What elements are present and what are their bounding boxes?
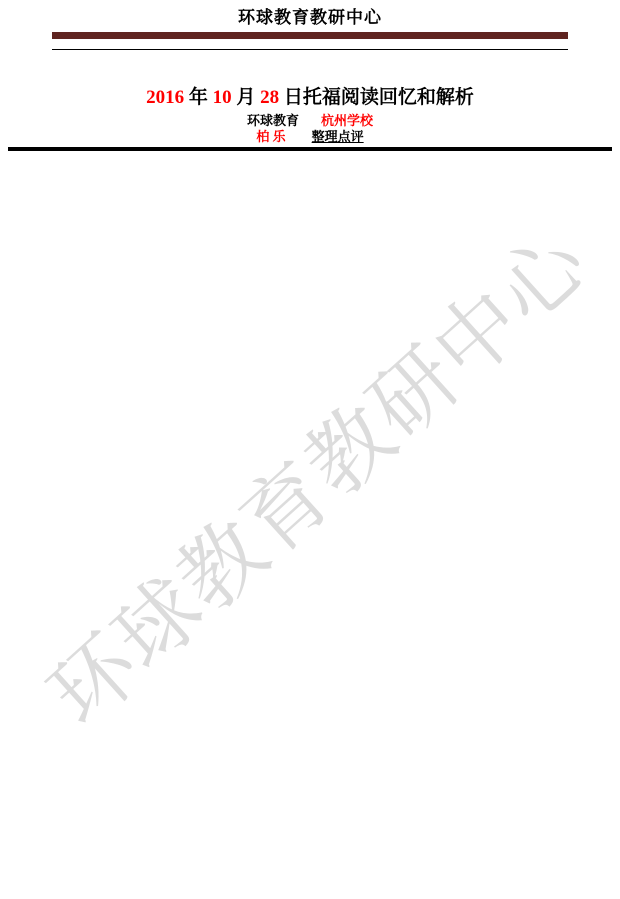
title-day: 28 <box>260 87 280 108</box>
header-rule-thin <box>52 49 568 50</box>
title-suffix: 日托福阅读回忆和解析 <box>279 87 474 108</box>
byline-author-line <box>0 129 620 145</box>
watermark: 环球教育教研中心 <box>32 214 607 745</box>
org-title: 环球教育教研中心 <box>238 8 382 27</box>
title-month: 10 <box>212 87 232 108</box>
title-month-unit: 月 <box>231 87 261 108</box>
section-banner-label <box>278 149 342 151</box>
author-name: 柏 乐 <box>256 129 286 144</box>
school-name: 杭州学校 <box>321 113 374 128</box>
section-banner <box>10 149 610 151</box>
passage-table <box>8 147 612 151</box>
byline-brand-line <box>0 113 620 129</box>
brand-name: 环球教育 <box>246 113 299 128</box>
title-year: 2016 <box>146 87 185 108</box>
byline-role: 整理点评 <box>311 129 364 144</box>
title-year-unit: 年 <box>184 87 213 108</box>
header-rule-thick <box>52 32 568 39</box>
document-title <box>0 82 620 109</box>
